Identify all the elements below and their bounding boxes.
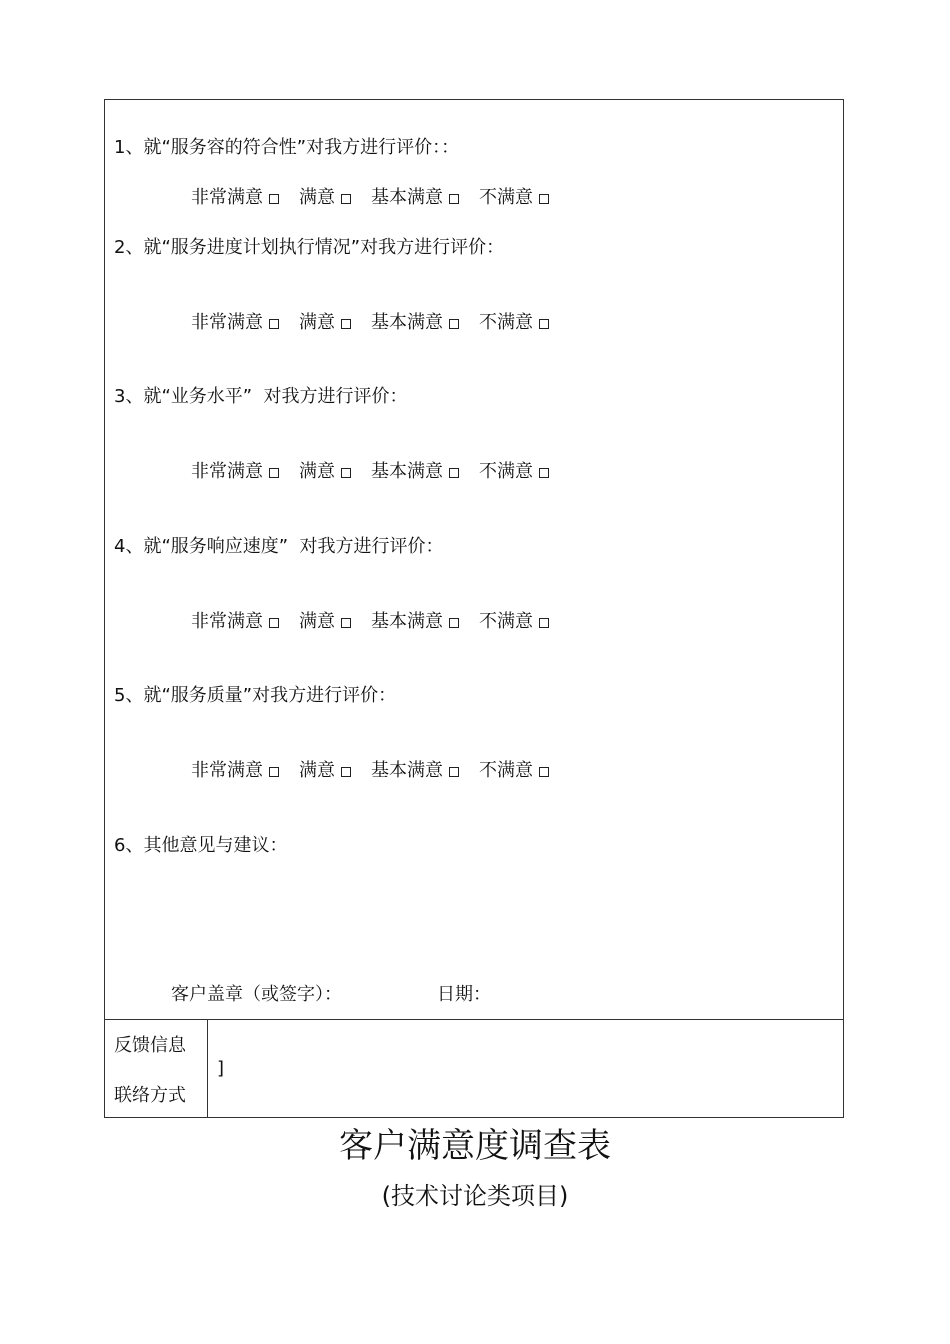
question-1-rating-row [191, 187, 569, 209]
checkbox[interactable] [269, 468, 279, 478]
signature-label: 客户盖章（或签字）： [171, 984, 342, 1005]
checkbox[interactable] [449, 319, 459, 329]
rating-option-label: 不满意 [479, 760, 533, 781]
rating-satisfied[interactable] [299, 611, 371, 633]
rating-option-label: 基本满意 [371, 187, 443, 208]
feedback-value[interactable]: ] [217, 1058, 225, 1079]
rating-option-label: 满意 [299, 187, 335, 208]
checkbox[interactable] [449, 194, 459, 204]
suggestions-label: 6、其他意见与建议： [114, 835, 288, 856]
checkbox[interactable] [341, 194, 351, 204]
checkbox[interactable] [449, 468, 459, 478]
question-3-text: 3、就“业务水平” 对我方进行评价： [114, 386, 408, 407]
question-1-text: 1、就“服务容的符合性”对我方进行评价：： [114, 137, 460, 158]
rating-basically-satisfied[interactable] [371, 461, 479, 483]
rating-basically-satisfied[interactable] [371, 187, 479, 209]
rating-option-label: 非常满意 [191, 187, 263, 208]
checkbox[interactable] [269, 767, 279, 777]
checkbox[interactable] [269, 618, 279, 628]
rating-basically-satisfied[interactable] [371, 760, 479, 782]
rating-option-label: 满意 [299, 760, 335, 781]
rating-option-label: 不满意 [479, 461, 533, 482]
checkbox[interactable] [539, 468, 549, 478]
rating-dissatisfied[interactable] [479, 760, 569, 782]
checkbox[interactable] [449, 767, 459, 777]
checkbox[interactable] [539, 319, 549, 329]
checkbox[interactable] [269, 194, 279, 204]
rating-dissatisfied[interactable] [479, 461, 569, 483]
checkbox[interactable] [539, 767, 549, 777]
rating-option-label: 满意 [299, 611, 335, 632]
rating-very-satisfied[interactable] [191, 312, 299, 334]
rating-dissatisfied[interactable] [479, 611, 569, 633]
rating-option-label: 不满意 [479, 187, 533, 208]
rating-option-label: 非常满意 [191, 760, 263, 781]
rating-basically-satisfied[interactable] [371, 312, 479, 334]
rating-option-label: 满意 [299, 312, 335, 333]
rating-option-label: 不满意 [479, 312, 533, 333]
rating-satisfied[interactable] [299, 760, 371, 782]
contact-label: 联络方式 [114, 1085, 186, 1106]
checkbox[interactable] [341, 468, 351, 478]
rating-very-satisfied[interactable] [191, 611, 299, 633]
rating-dissatisfied[interactable] [479, 187, 569, 209]
rating-very-satisfied[interactable] [191, 760, 299, 782]
rating-satisfied[interactable] [299, 312, 371, 334]
checkbox[interactable] [341, 767, 351, 777]
rating-option-label: 基本满意 [371, 312, 443, 333]
column-divider [207, 1019, 208, 1118]
question-5-text: 5、就“服务质量”对我方进行评价： [114, 685, 397, 706]
question-4-text: 4、就“服务响应速度” 对我方进行评价： [114, 536, 444, 557]
rating-option-label: 满意 [299, 461, 335, 482]
page-subtitle: (技术讨论类项目) [381, 1182, 569, 1210]
rating-option-label: 非常满意 [191, 461, 263, 482]
question-3-rating-row [191, 461, 569, 483]
feedback-label: 反馈信息 [114, 1035, 186, 1056]
question-2-rating-row [191, 312, 569, 334]
page-title: 客户满意度调查表 [339, 1126, 611, 1166]
rating-option-label: 不满意 [479, 611, 533, 632]
rating-option-label: 非常满意 [191, 611, 263, 632]
question-4-rating-row [191, 611, 569, 633]
rating-satisfied[interactable] [299, 461, 371, 483]
rating-option-label: 非常满意 [191, 312, 263, 333]
date-label: 日期： [437, 984, 491, 1005]
rating-very-satisfied[interactable] [191, 461, 299, 483]
rating-option-label: 基本满意 [371, 611, 443, 632]
rating-option-label: 基本满意 [371, 760, 443, 781]
rating-basically-satisfied[interactable] [371, 611, 479, 633]
row-divider [105, 1019, 843, 1020]
checkbox[interactable] [539, 194, 549, 204]
survey-form-table [104, 99, 844, 1118]
rating-very-satisfied[interactable] [191, 187, 299, 209]
checkbox[interactable] [269, 319, 279, 329]
rating-option-label: 基本满意 [371, 461, 443, 482]
question-2-text: 2、就“服务进度计划执行情况”对我方进行评价： [114, 237, 505, 258]
rating-satisfied[interactable] [299, 187, 371, 209]
question-5-rating-row [191, 760, 569, 782]
checkbox[interactable] [341, 618, 351, 628]
checkbox[interactable] [449, 618, 459, 628]
checkbox[interactable] [539, 618, 549, 628]
checkbox[interactable] [341, 319, 351, 329]
rating-dissatisfied[interactable] [479, 312, 569, 334]
